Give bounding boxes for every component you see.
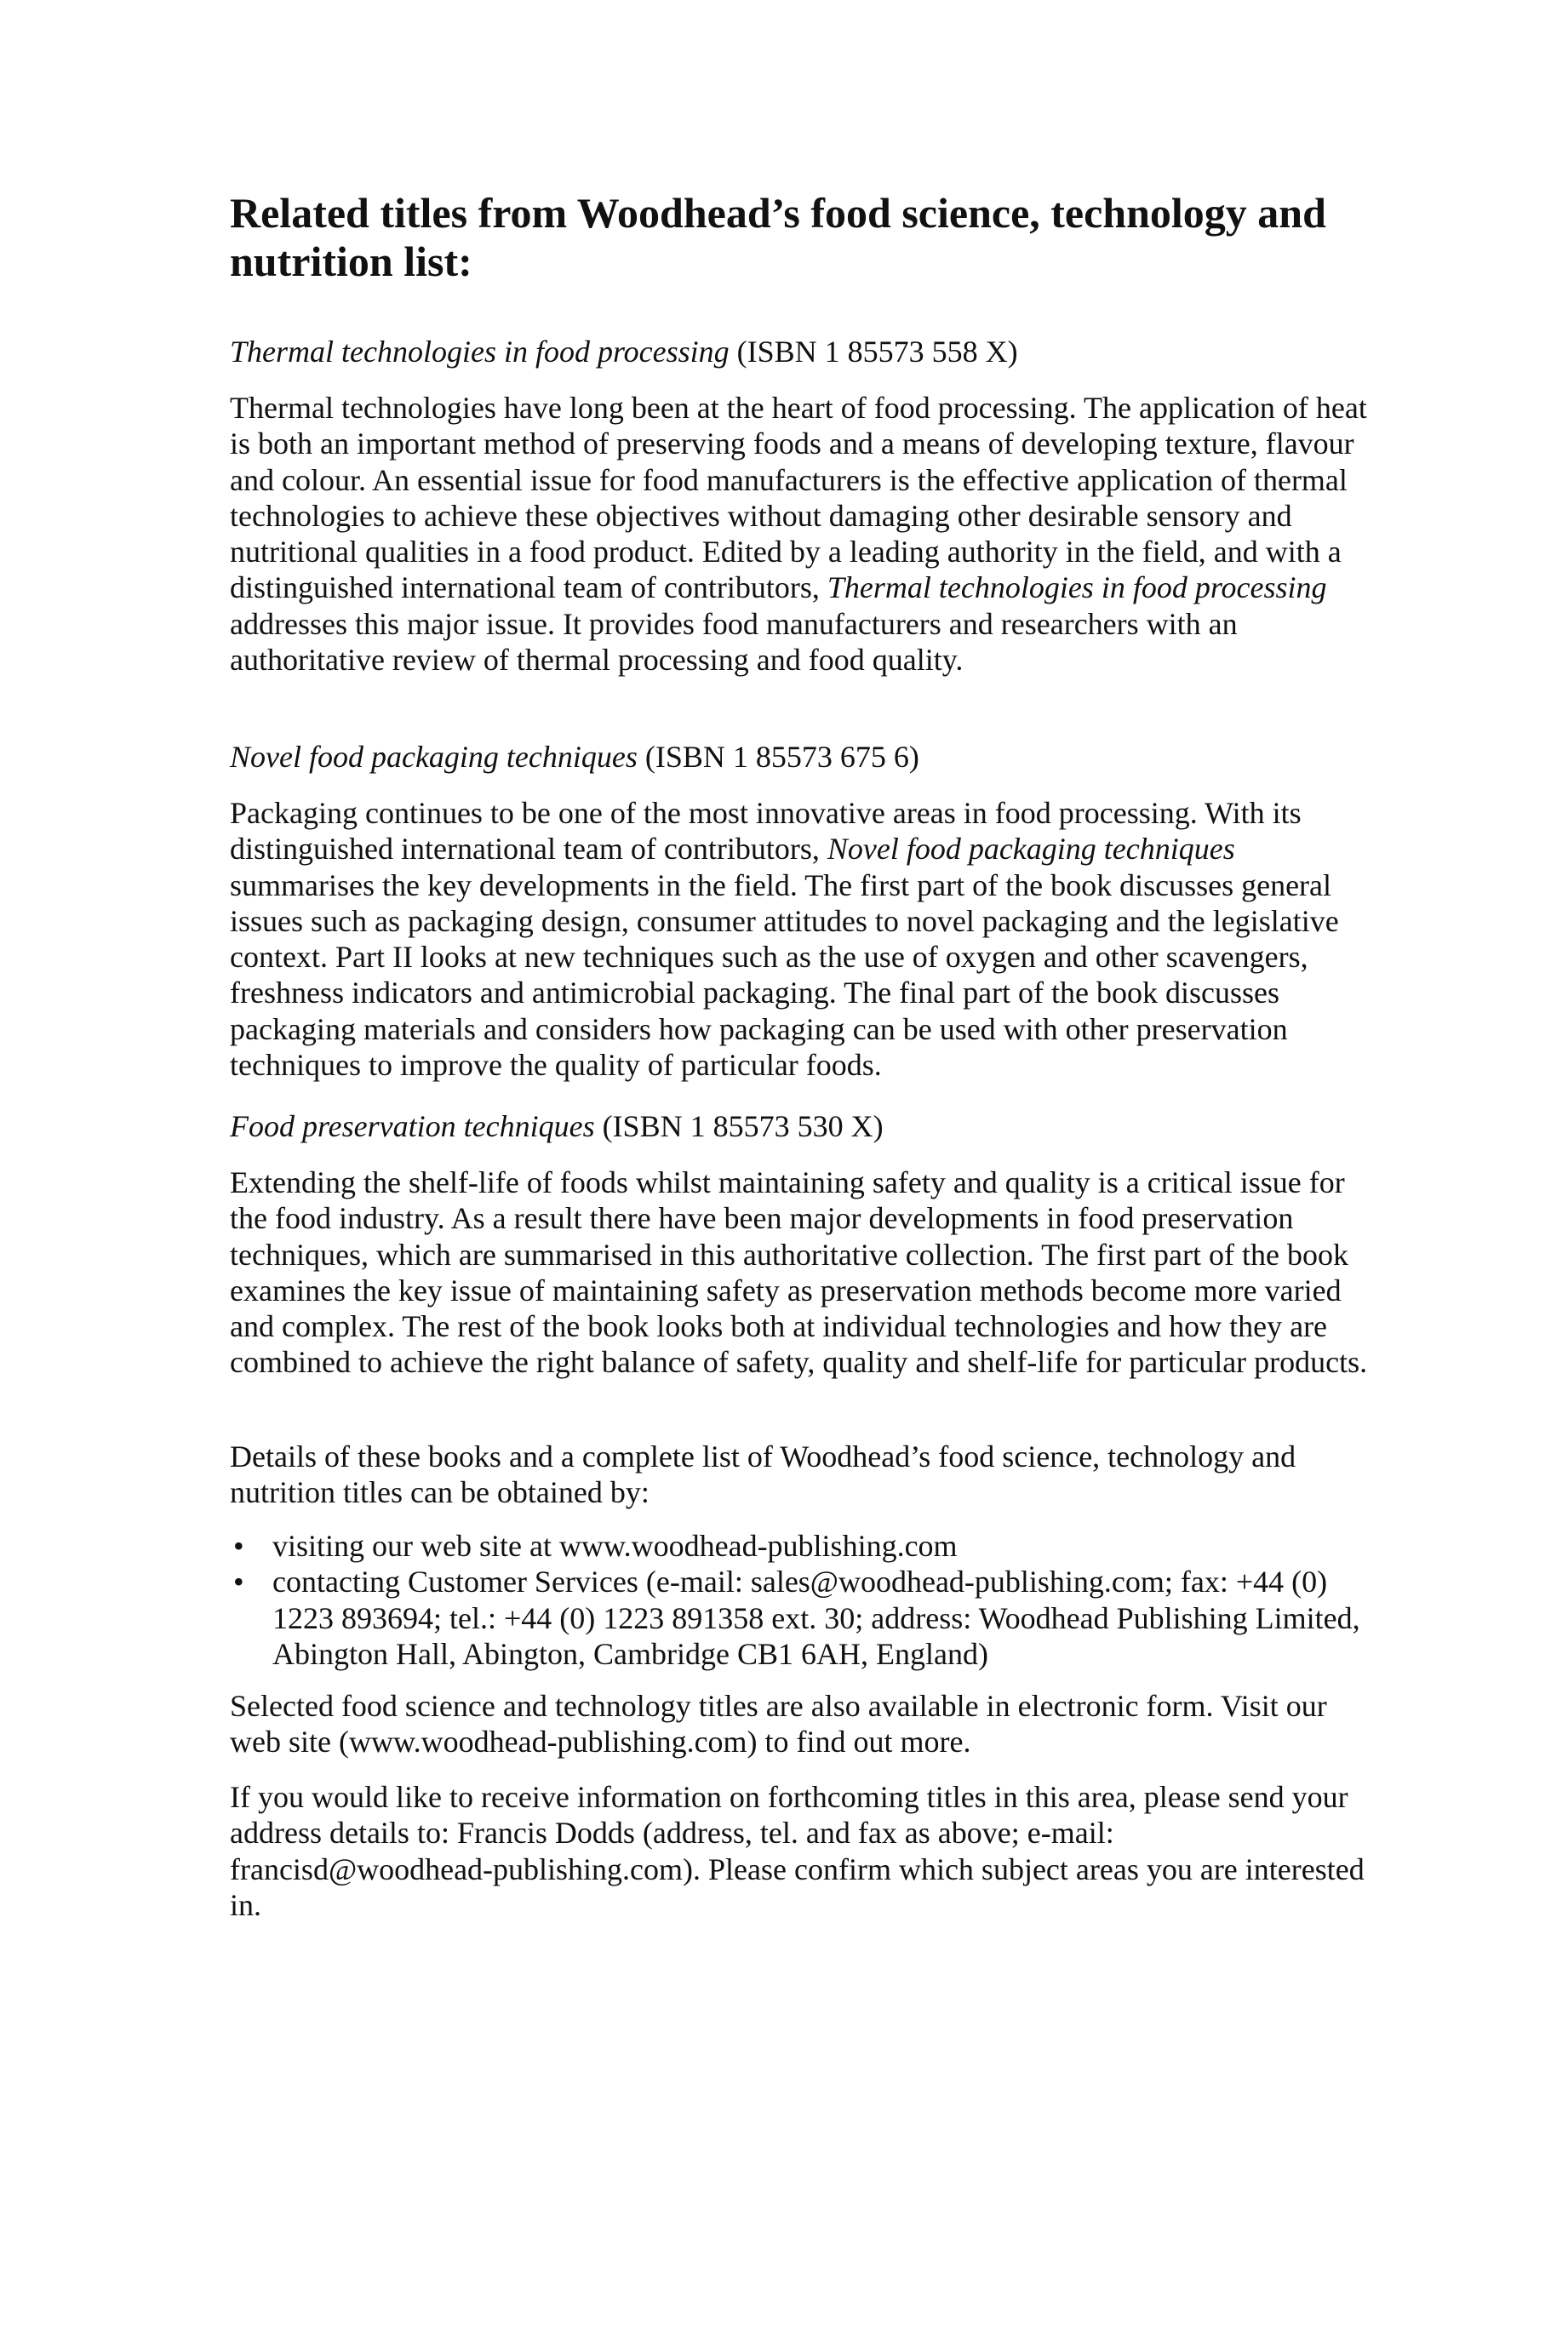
book-title-entry bbox=[230, 739, 919, 775]
book-description: Extending the shelf-life of foods whilst maintaining safety and quality is a critical issue for the food industry. As a result there have been major developments in food preservation techniques, which are summarised in this authoritative collection. The first part of the book examines the key issue of maintaining safety as preservation methods become more varied and complex. The rest of the book looks both at individual technologies and how they are combined to achieve the right balance of safety, quality and shelf-life for particular products. bbox=[230, 1165, 1368, 1380]
book-description bbox=[230, 795, 1379, 1083]
contact-options-list bbox=[230, 1528, 1379, 1672]
details-intro: Details of these books and a complete list of Woodhead’s food science, technology and nutrition titles can be obtained by: bbox=[230, 1439, 1296, 1510]
description-text: Thermal technologies have long been at the heart of food processing. The application of heat is both an important method of preserving foods and a means of developing texture, flavour and colour. An essential issue for food manufacturers is the effective application of thermal technologies to achieve these objectives without damaging other desirable sensory and nutritional qualities in a food product. Edited by a leading authority in the field, and with a distinguished international team of contributors, bbox=[230, 391, 1367, 605]
book-title: Novel food packaging techniques bbox=[230, 740, 638, 774]
description-text: Packaging continues to be one of the most innovative areas in food processing. With its distinguished international team of contributors, bbox=[230, 796, 1302, 867]
list-item-text: contacting Customer Services (e-mail: sales@woodhead-publishing.com; fax: +44 (0) 1223 893694; tel.: +44 (0) 1223 891358 ext. 30; address: Woodhead Publishing Limited, Abington Hall, Abington, Cambridge CB1 6AH, England) bbox=[272, 1565, 1360, 1671]
list-item bbox=[230, 1564, 1379, 1672]
book-title: Thermal technologies in food processing bbox=[230, 335, 730, 369]
book-isbn: (ISBN 1 85573 675 6) bbox=[644, 740, 919, 774]
forthcoming-note: If you would like to receive information on forthcoming titles in this area, please send your address details to: Francis Dodds (address, tel. and fax as above; e-mail: francisd@woodhead-publishing.com). Please confirm which subject areas you are interested in. bbox=[230, 1780, 1365, 1922]
bullet-icon: • bbox=[233, 1529, 244, 1563]
book-title-entry bbox=[230, 1108, 884, 1144]
book-isbn: (ISBN 1 85573 558 X) bbox=[736, 335, 1018, 369]
list-item-text: visiting our web site at www.woodhead-publishing.com bbox=[272, 1529, 958, 1563]
page-heading: Related titles from Woodhead’s food science, technology and nutrition list: bbox=[230, 189, 1326, 285]
book-isbn: (ISBN 1 85573 530 X) bbox=[602, 1109, 884, 1143]
list-item bbox=[230, 1528, 1379, 1564]
book-title: Food preservation techniques bbox=[230, 1109, 595, 1143]
description-text: addresses this major issue. It provides food manufacturers and researchers with an authoritative review of thermal processing and food quality. bbox=[230, 606, 1238, 678]
description-text: summarises the key developments in the field. The first part of the book discusses general issues such as packaging design, consumer attitudes to novel packaging and the legislative context. Part II looks at new techniques such as the use of oxygen and other scavengers, freshness indicators and antimicrobial packaging. The final part of the book discusses packaging materials and considers how packaging can be used with other preservation techniques to improve the quality of particular foods. bbox=[230, 867, 1339, 1083]
bullet-icon: • bbox=[233, 1565, 244, 1599]
book-description bbox=[230, 390, 1379, 678]
description-italic-title: Thermal technologies in food processing bbox=[827, 570, 1327, 605]
electronic-note: Selected food science and technology titles are also available in electronic form. Visit our web site (www.woodhead-publishing.com) to find out more. bbox=[230, 1689, 1327, 1760]
description-italic-title: Novel food packaging techniques bbox=[827, 832, 1235, 867]
book-title-entry bbox=[230, 334, 1018, 369]
